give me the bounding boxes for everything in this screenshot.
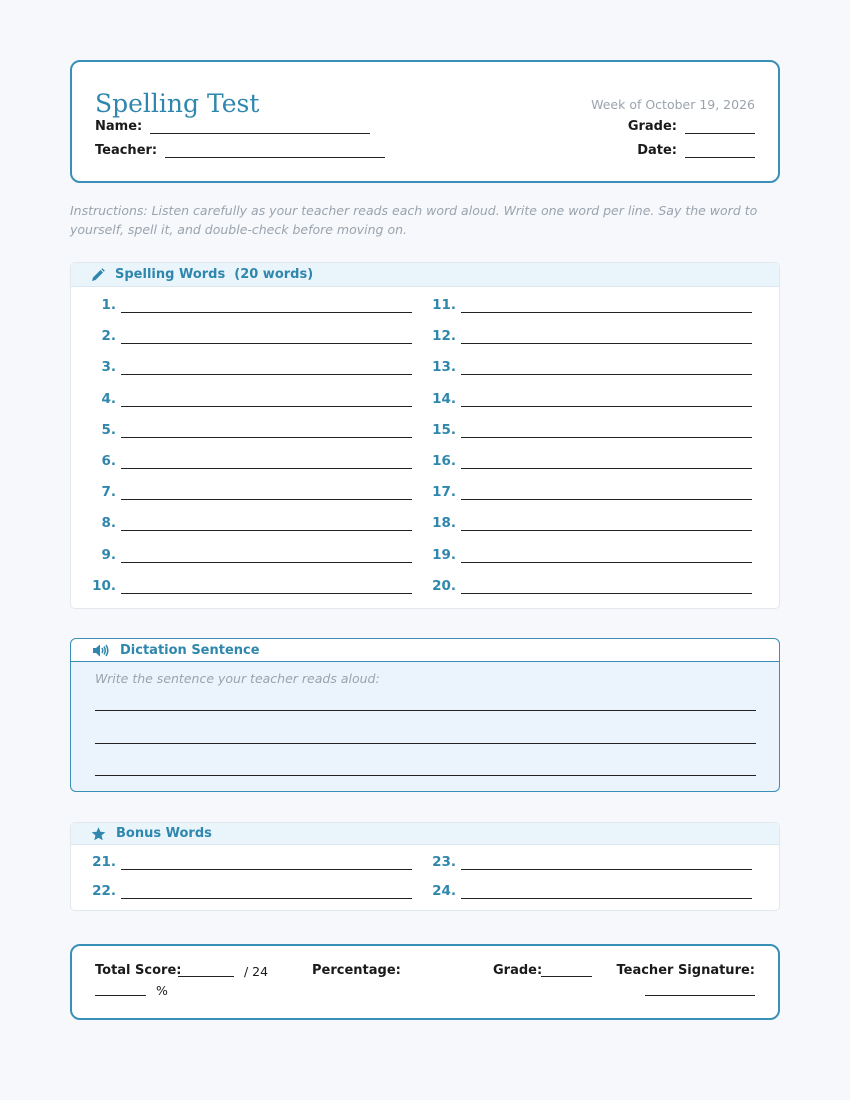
word-number: 11. [432, 297, 456, 313]
word-answer-line[interactable] [121, 854, 412, 870]
word-answer-line[interactable] [121, 391, 412, 407]
percentage-line[interactable] [95, 995, 146, 996]
star-icon [91, 827, 106, 841]
word-number: 24. [432, 883, 456, 899]
word-answer-line[interactable] [121, 883, 412, 899]
word-answer-line[interactable] [121, 328, 412, 344]
spelling-words-heading: Spelling Words (20 words) [115, 267, 314, 282]
word-answer-line[interactable] [121, 453, 412, 469]
dictation-section [70, 638, 780, 792]
word-row [415, 883, 752, 899]
word-row [75, 883, 412, 899]
word-row [415, 359, 752, 375]
word-answer-line[interactable] [461, 359, 752, 375]
date-field [637, 143, 755, 158]
word-row [415, 578, 752, 594]
word-row [415, 515, 752, 531]
word-row [415, 422, 752, 438]
week-label: Week of October 19, 2026 [591, 97, 755, 112]
instructions-text: Instructions: Listen carefully as your teacher reads each word aloud. Write one word per line. Say the word to yourself, spell it, and double-check before moving on. [70, 203, 758, 237]
word-answer-line[interactable] [461, 484, 752, 500]
word-answer-line[interactable] [121, 578, 412, 594]
dictation-line[interactable] [95, 710, 756, 711]
word-answer-line[interactable] [121, 547, 412, 563]
word-row [75, 391, 412, 407]
date-label: Date: [637, 143, 677, 158]
word-answer-line[interactable] [121, 297, 412, 313]
word-row [75, 484, 412, 500]
dictation-header [71, 639, 779, 662]
word-answer-line[interactable] [461, 297, 752, 313]
word-answer-line[interactable] [461, 422, 752, 438]
word-answer-line[interactable] [121, 484, 412, 500]
dictation-heading: Dictation Sentence [120, 642, 260, 658]
word-number: 4. [101, 390, 116, 407]
teacher-signature-line[interactable] [645, 995, 755, 996]
word-number: 8. [101, 515, 116, 532]
word-row [75, 854, 412, 870]
total-score-line[interactable] [178, 976, 234, 977]
score-footer [70, 944, 780, 1020]
word-answer-line[interactable] [461, 391, 752, 407]
pencil-icon [91, 268, 105, 282]
total-score-label: Total Score: [95, 963, 182, 978]
page-title: Spelling Test [95, 89, 260, 118]
percent-sign: % [156, 983, 168, 998]
word-number: 5. [101, 421, 116, 438]
spelling-words-section [70, 262, 780, 609]
word-answer-line[interactable] [461, 547, 752, 563]
teacher-input-line[interactable] [165, 144, 385, 158]
spelling-words-header [71, 263, 779, 287]
grade-input-line[interactable] [685, 120, 755, 134]
word-number: 2. [101, 328, 116, 345]
word-number: 1. [101, 297, 116, 313]
word-number: 17. [432, 484, 456, 501]
name-label: Name: [95, 119, 143, 134]
dictation-prompt: Write the sentence your teacher reads aloud: [95, 671, 380, 686]
word-row [415, 391, 752, 407]
word-number: 9. [101, 546, 116, 563]
word-answer-line[interactable] [461, 578, 752, 594]
word-row [75, 422, 412, 438]
word-row [75, 453, 412, 469]
word-number: 3. [101, 359, 116, 376]
name-field [95, 119, 370, 134]
date-input-line[interactable] [685, 144, 755, 158]
teacher-label: Teacher: [95, 143, 158, 158]
word-row [75, 359, 412, 375]
header-card [70, 60, 780, 183]
word-row [415, 328, 752, 344]
word-number: 13. [432, 359, 456, 376]
speaker-icon [93, 644, 110, 657]
footer-grade-line[interactable] [541, 976, 592, 977]
bonus-words-header [71, 823, 779, 845]
word-number: 21. [92, 854, 116, 870]
bonus-words-heading: Bonus Words [116, 826, 212, 841]
word-answer-line[interactable] [461, 453, 752, 469]
word-answer-line[interactable] [461, 854, 752, 870]
word-number: 20. [432, 577, 456, 594]
word-row [75, 515, 412, 531]
bonus-words-section [70, 822, 780, 911]
word-number: 14. [432, 390, 456, 407]
teacher-field [95, 143, 385, 158]
grade-label: Grade: [627, 119, 677, 134]
word-number: 7. [101, 484, 116, 501]
word-answer-line[interactable] [461, 883, 752, 899]
word-row [415, 297, 752, 313]
word-answer-line[interactable] [121, 359, 412, 375]
word-number: 23. [432, 854, 456, 870]
word-answer-line[interactable] [461, 328, 752, 344]
word-row [75, 578, 412, 594]
footer-grade-label: Grade: [493, 963, 543, 978]
word-number: 15. [432, 421, 456, 438]
word-number: 6. [101, 453, 116, 469]
grade-field [628, 119, 755, 134]
word-row [415, 484, 752, 500]
total-score-suffix: / 24 [244, 964, 269, 979]
word-row [415, 854, 752, 870]
word-row [75, 297, 412, 313]
word-number: 10. [92, 577, 116, 594]
word-row [415, 453, 752, 469]
word-number: 19. [432, 546, 456, 563]
word-number: 12. [432, 328, 456, 345]
word-answer-line[interactable] [121, 422, 412, 438]
dictation-line[interactable] [95, 743, 756, 744]
word-row [415, 547, 752, 563]
word-number: 22. [92, 883, 116, 899]
word-number: 16. [432, 453, 456, 469]
word-answer-line[interactable] [121, 515, 412, 531]
word-number: 18. [432, 515, 456, 532]
word-row [75, 328, 412, 344]
teacher-signature-label: Teacher Signature: [616, 963, 755, 978]
dictation-line[interactable] [95, 775, 756, 776]
name-input-line[interactable] [150, 120, 370, 134]
word-row [75, 547, 412, 563]
percentage-label: Percentage: [312, 963, 401, 978]
word-answer-line[interactable] [461, 515, 752, 531]
